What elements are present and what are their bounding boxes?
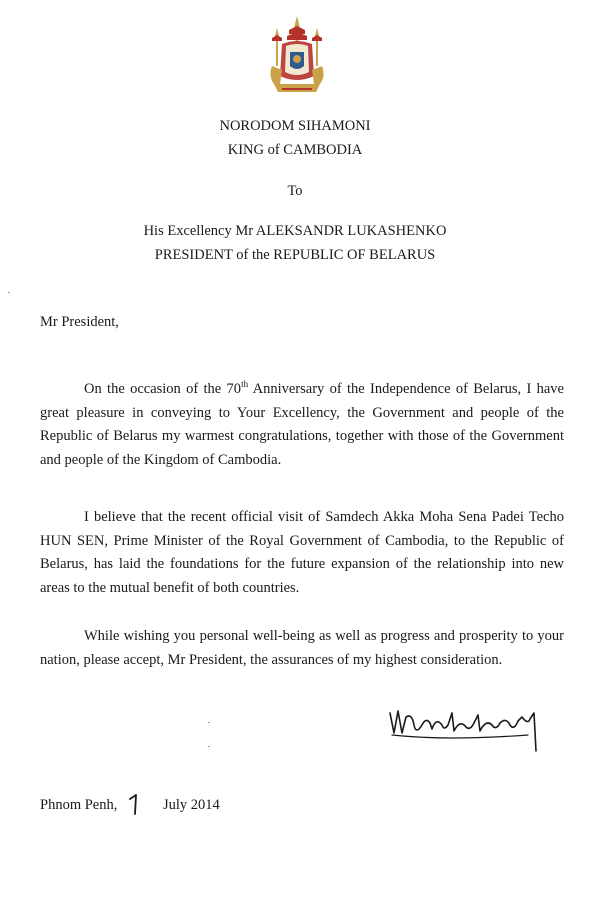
- date: July 2014: [163, 797, 220, 813]
- to-label: To: [287, 183, 303, 199]
- salutation: Mr President,: [40, 314, 119, 330]
- recipient-title: PRESIDENT of the REPUBLIC OF BELARUS: [154, 247, 436, 263]
- paragraph-anniversary: [40, 378, 564, 472]
- handwritten-day: [128, 793, 142, 815]
- sender-name: NORODOM SIHAMONI: [219, 118, 371, 134]
- paragraph-closing: While wishing you personal well-being as well as progress and prosperity to your nation, please accept, Mr President, the assurances of my highest consideration.: [40, 628, 564, 668]
- place: Phnom Penh,: [40, 797, 118, 813]
- ordinal-suffix: th: [241, 379, 249, 390]
- signature: [388, 695, 548, 753]
- paper-speck: [8, 292, 10, 293]
- p1-text-a: On the occasion of the 70: [84, 381, 242, 397]
- paragraph-official-visit: I believe that the recent official visit of Samdech Akka Moha Sena Padei Techo HUN SEN, Prime Minister of the Royal Government of Cambodia, to the Republic of Belarus, has laid the foundations for the future expansion of the relationship into new areas to the mutual benefit of both countries.: [40, 509, 564, 596]
- p1-text-b: Anniversary of the Independence of Belarus, I have great pleasure in conveying to Your Excellency, the Government and people of the Republic of Belarus my warmest congratulations, together with those of the Government and people of the Kingdom of Cambodia.: [40, 381, 564, 468]
- royal-arms-emblem-icon: [264, 14, 330, 96]
- sender-title: KING of CAMBODIA: [227, 142, 363, 158]
- paper-speck: [208, 746, 210, 747]
- paper-speck: [208, 722, 210, 723]
- recipient-name: His Excellency Mr ALEKSANDR LUKASHENKO: [143, 223, 447, 239]
